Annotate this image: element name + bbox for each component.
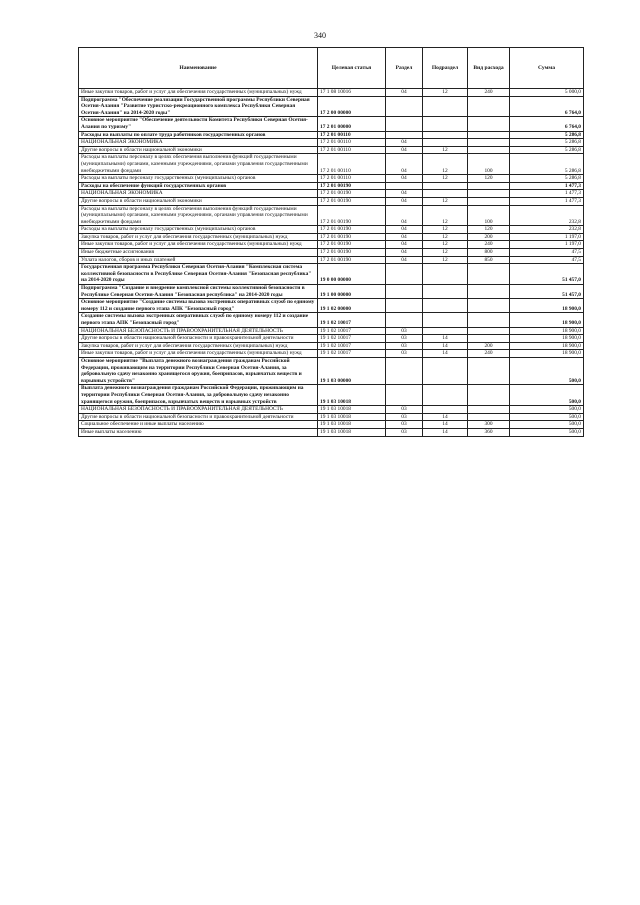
cell-section: 03 [386,406,423,414]
header-name: Наименование [79,48,318,89]
table-row [79,285,584,299]
cell-name: Иные выплаты населению [79,428,318,436]
cell-subsection: 12 [423,256,468,264]
cell-subsection: 14 [423,342,468,350]
cell-target: 19 1 02 10017 [318,327,386,335]
cell-subsection [423,385,468,406]
cell-name: Основное мероприятие "Обеспечение деятельности Комитета Республики Северная Осетия-Алания по туризму" [79,117,318,131]
cell-expense-type: 200 [468,342,510,350]
cell-amount: 51 457,0 [510,285,584,299]
cell-section: 04 [386,197,423,205]
cell-expense-type [468,313,510,327]
cell-subsection: 12 [423,241,468,249]
table-row [79,313,584,327]
cell-amount: 1 197,0 [510,241,584,249]
cell-subsection [423,131,468,139]
header-section: Раздел [386,48,423,89]
cell-amount: 500,0 [510,421,584,429]
table-body [79,89,584,437]
cell-name: Иные закупки товаров, работ и услуг для обеспечения государственных (муниципальных) нужд [79,241,318,249]
cell-subsection: 14 [423,350,468,358]
cell-target: 17 2 01 00190 [318,233,386,241]
cell-target: 17 2 01 00190 [318,241,386,249]
cell-expense-type [468,385,510,406]
cell-subsection: 12 [423,205,468,226]
cell-expense-type [468,139,510,147]
cell-name: Иные бюджетные ассигнования [79,249,318,257]
cell-expense-type: 850 [468,256,510,264]
cell-target: 19 1 02 10017 [318,350,386,358]
cell-name: НАЦИОНАЛЬНАЯ ЭКОНОМИКА [79,139,318,147]
cell-expense-type [468,299,510,313]
cell-expense-type [468,182,510,190]
cell-name: Другие вопросы в области национальной безопасности и правоохранительной деятельности [79,335,318,343]
cell-target: 17 2 01 00110 [318,154,386,175]
cell-expense-type: 120 [468,226,510,234]
cell-section: 04 [386,139,423,147]
cell-subsection [423,182,468,190]
cell-amount: 18 900,0 [510,327,584,335]
cell-amount: 5 286,8 [510,175,584,183]
cell-expense-type [468,264,510,285]
cell-name: Основное мероприятие "Создание системы вызова экстренных оперативных служб по единому номеру 112 и создание первого этапа АПК "Безопасный город" [79,299,318,313]
cell-amount: 5 286,8 [510,146,584,154]
cell-amount: 500,0 [510,385,584,406]
cell-subsection [423,96,468,117]
table-row [79,342,584,350]
cell-amount: 5 286,8 [510,154,584,175]
cell-target: 17 2 01 00190 [318,205,386,226]
header-amount: Сумма [510,48,584,89]
cell-target: 17 2 01 00190 [318,226,386,234]
cell-name: Другие вопросы в области национальной экономики [79,146,318,154]
cell-target: 19 1 03 10018 [318,385,386,406]
cell-section [386,96,423,117]
cell-subsection [423,327,468,335]
table-row [79,96,584,117]
cell-expense-type: 240 [468,241,510,249]
cell-section: 04 [386,175,423,183]
cell-expense-type [468,335,510,343]
cell-expense-type [468,357,510,384]
cell-section: 03 [386,421,423,429]
cell-amount: 18 900,0 [510,335,584,343]
cell-name: НАЦИОНАЛЬНАЯ ЭКОНОМИКА [79,190,318,198]
cell-amount: 232,8 [510,226,584,234]
cell-name: Иные закупки товаров, работ и услуг для обеспечения государственных (муниципальных) нужд [79,350,318,358]
cell-subsection [423,190,468,198]
header-subsection: Подраздел [423,48,468,89]
cell-section: 04 [386,205,423,226]
cell-amount: 18 900,0 [510,299,584,313]
cell-target: 19 1 03 10018 [318,421,386,429]
cell-target: 17 2 01 00190 [318,256,386,264]
table-row [79,117,584,131]
cell-expense-type: 200 [468,233,510,241]
table-row [79,421,584,429]
table-row [79,175,584,183]
cell-target: 19 1 02 10017 [318,342,386,350]
table-row [79,131,584,139]
cell-expense-type: 100 [468,154,510,175]
cell-amount: 6 764,0 [510,96,584,117]
cell-subsection: 12 [423,226,468,234]
cell-name: Расходы на выплаты персоналу государственных (муниципальных) органов [79,175,318,183]
table-row [79,205,584,226]
table-row [79,249,584,257]
cell-name: Подпрограмма "Обеспечение реализации Государственной программы Республики Северная Осетия-Алания "Развитие туристско-рекреационного комплекса Республики Северная Осетия-Алания" на 2014-2020 годы" [79,96,318,117]
cell-name: Создание системы вызова экстренных оперативных служб по единому номеру 112 и создание первого этапа АПК "Безопасный город" [79,313,318,327]
cell-name: Закупка товаров, работ и услуг для обеспечения государственных (муниципальных) нужд [79,233,318,241]
cell-expense-type [468,327,510,335]
cell-section: 04 [386,256,423,264]
cell-section [386,264,423,285]
table-row [79,327,584,335]
cell-subsection: 14 [423,335,468,343]
cell-name: НАЦИОНАЛЬНАЯ БЕЗОПАСНОСТЬ И ПРАВООХРАНИТЕЛЬНАЯ ДЕЯТЕЛЬНОСТЬ [79,327,318,335]
cell-section: 04 [386,226,423,234]
table-row [79,428,584,436]
cell-section: 04 [386,233,423,241]
cell-amount: 1 477,3 [510,190,584,198]
cell-section [386,313,423,327]
cell-amount: 47,5 [510,249,584,257]
cell-section: 04 [386,249,423,257]
cell-expense-type: 100 [468,205,510,226]
cell-section: 03 [386,327,423,335]
table-row [79,256,584,264]
table-row [79,226,584,234]
cell-name: Другие вопросы в области национальной экономики [79,197,318,205]
cell-subsection: 12 [423,249,468,257]
cell-section: 03 [386,342,423,350]
cell-target: 19 1 03 10018 [318,413,386,421]
cell-section [386,182,423,190]
cell-target: 17 1 08 10016 [318,89,386,97]
cell-name: НАЦИОНАЛЬНАЯ БЕЗОПАСНОСТЬ И ПРАВООХРАНИТЕЛЬНАЯ ДЕЯТЕЛЬНОСТЬ [79,406,318,414]
cell-name: Иные закупки товаров, работ и услуг для обеспечения государственных (муниципальных) нужд [79,89,318,97]
cell-name: Расходы на выплаты персоналу в целях обеспечения выполнения функций государственными (муниципальными) органами, казенными учреждениями, органами управления государственными внебюджетными фондами [79,154,318,175]
cell-target: 19 1 02 10017 [318,313,386,327]
cell-target: 19 1 03 00000 [318,357,386,384]
table-row [79,182,584,190]
cell-subsection [423,139,468,147]
table-row [79,139,584,147]
cell-subsection [423,406,468,414]
table-row [79,89,584,97]
cell-target: 17 2 01 00110 [318,139,386,147]
cell-name: Государственная программа Республики Северная Осетия-Алания "Комплексная система коллективной безопасности в Республике Северная Осетия-Алания "Безопасная республика" на 2014-2020 годы [79,264,318,285]
cell-section: 04 [386,190,423,198]
cell-name: Подпрограмма "Создание и внедрение комплексной системы коллективной безопасности в Республике Северная Осетия-Алания "Безопасная республика" на 2014-2020 годы [79,285,318,299]
cell-name: Другие вопросы в области национальной безопасности и правоохранительной деятельности [79,413,318,421]
cell-subsection: 12 [423,89,468,97]
cell-expense-type: 120 [468,175,510,183]
cell-expense-type [468,96,510,117]
cell-subsection [423,313,468,327]
cell-expense-type: 240 [468,350,510,358]
cell-subsection: 12 [423,175,468,183]
cell-subsection: 12 [423,233,468,241]
table-row [79,154,584,175]
cell-subsection [423,299,468,313]
cell-subsection: 14 [423,421,468,429]
cell-amount: 1 477,3 [510,197,584,205]
table-row [79,146,584,154]
cell-name: Выплата денежного вознаграждения гражданам Российской Федерации, проживающим на территории Республики Северная Осетия-Алания, за добровольную сдачу незаконно хранящегося оружия, боеприпасов, взрывчатых веществ и взрывных устройств [79,385,318,406]
cell-amount: 1 477,3 [510,182,584,190]
cell-subsection: 14 [423,413,468,421]
cell-target: 17 2 01 00190 [318,249,386,257]
table-row [79,357,584,384]
cell-amount: 47,5 [510,256,584,264]
cell-amount: 18 900,0 [510,313,584,327]
cell-target: 17 2 01 00000 [318,117,386,131]
cell-amount: 5 000,0 [510,89,584,97]
cell-target: 17 2 01 00110 [318,146,386,154]
cell-expense-type [468,413,510,421]
cell-expense-type [468,190,510,198]
header-target: Целевая статья [318,48,386,89]
cell-expense-type [468,146,510,154]
table-row [79,385,584,406]
cell-section [386,299,423,313]
cell-section [386,131,423,139]
cell-expense-type: 360 [468,428,510,436]
cell-expense-type [468,131,510,139]
cell-target: 17 2 01 00190 [318,190,386,198]
table-row [79,335,584,343]
budget-table [78,47,584,437]
cell-section [386,285,423,299]
cell-target: 17 2 01 00110 [318,175,386,183]
cell-subsection: 12 [423,197,468,205]
cell-target: 17 2 01 00110 [318,131,386,139]
table-row [79,197,584,205]
cell-expense-type: 800 [468,249,510,257]
cell-amount: 1 197,0 [510,233,584,241]
cell-subsection [423,357,468,384]
cell-section: 04 [386,241,423,249]
cell-expense-type: 300 [468,421,510,429]
cell-section: 03 [386,428,423,436]
cell-name: Расходы на обеспечение функций государственных органов [79,182,318,190]
cell-section: 03 [386,413,423,421]
cell-section: 04 [386,146,423,154]
table-row [79,350,584,358]
table-row [79,241,584,249]
cell-amount: 5 286,8 [510,131,584,139]
cell-amount: 500,0 [510,413,584,421]
cell-section [386,385,423,406]
cell-expense-type [468,285,510,299]
cell-expense-type [468,197,510,205]
cell-section: 03 [386,350,423,358]
cell-name: Расходы на выплаты персоналу государственных (муниципальных) органов [79,226,318,234]
cell-name: Уплата налогов, сборов и иных платежей [79,256,318,264]
cell-expense-type [468,406,510,414]
cell-amount: 5 286,8 [510,139,584,147]
cell-subsection [423,264,468,285]
cell-target: 19 1 02 00000 [318,299,386,313]
cell-section [386,357,423,384]
cell-target: 17 2 00 00000 [318,96,386,117]
cell-amount: 500,0 [510,357,584,384]
cell-name: Расходы на выплаты персоналу в целях обеспечения выполнения функций государственными (муниципальными) органами, казенными учреждениями, органами управления государственными внебюджетными фондами [79,205,318,226]
cell-target: 19 0 00 00000 [318,264,386,285]
cell-target: 19 1 00 00000 [318,285,386,299]
table-row [79,413,584,421]
table-row [79,190,584,198]
cell-section: 04 [386,154,423,175]
cell-section: 04 [386,89,423,97]
table-header [79,48,584,89]
cell-expense-type: 240 [468,89,510,97]
cell-section [386,117,423,131]
cell-name: Расходы на выплаты по оплате труда работников государственных органов [79,131,318,139]
cell-target: 19 1 03 10018 [318,428,386,436]
cell-target: 17 2 01 00190 [318,197,386,205]
cell-subsection: 14 [423,428,468,436]
table-row [79,406,584,414]
cell-amount: 500,0 [510,406,584,414]
cell-amount: 500,0 [510,428,584,436]
cell-amount: 18 900,0 [510,350,584,358]
cell-expense-type [468,117,510,131]
cell-name: Закупка товаров, работ и услуг для обеспечения государственных (муниципальных) нужд [79,342,318,350]
cell-subsection: 12 [423,146,468,154]
cell-target: 19 1 03 10018 [318,406,386,414]
cell-section: 03 [386,335,423,343]
page-number: 340 [314,31,326,40]
cell-target: 19 1 02 10017 [318,335,386,343]
table-row [79,299,584,313]
cell-amount: 232,8 [510,205,584,226]
table-row [79,264,584,285]
cell-target: 17 2 01 00190 [318,182,386,190]
cell-subsection [423,117,468,131]
header-expense-type: Вид расхода [468,48,510,89]
cell-name: Основное мероприятие "Выплата денежного вознаграждения гражданам Российской Федерации, проживающим на территории Республики Северная Осетия-Алания, за добровольную сдачу незаконно хранящегося оружия, боеприпасов, взрывчатых веществ и взрывных устройств" [79,357,318,384]
table-row [79,233,584,241]
cell-amount: 18 900,0 [510,342,584,350]
cell-name: Социальное обеспечение и иные выплаты населению [79,421,318,429]
cell-amount: 6 764,0 [510,117,584,131]
cell-subsection: 12 [423,154,468,175]
cell-amount: 51 457,0 [510,264,584,285]
cell-subsection [423,285,468,299]
